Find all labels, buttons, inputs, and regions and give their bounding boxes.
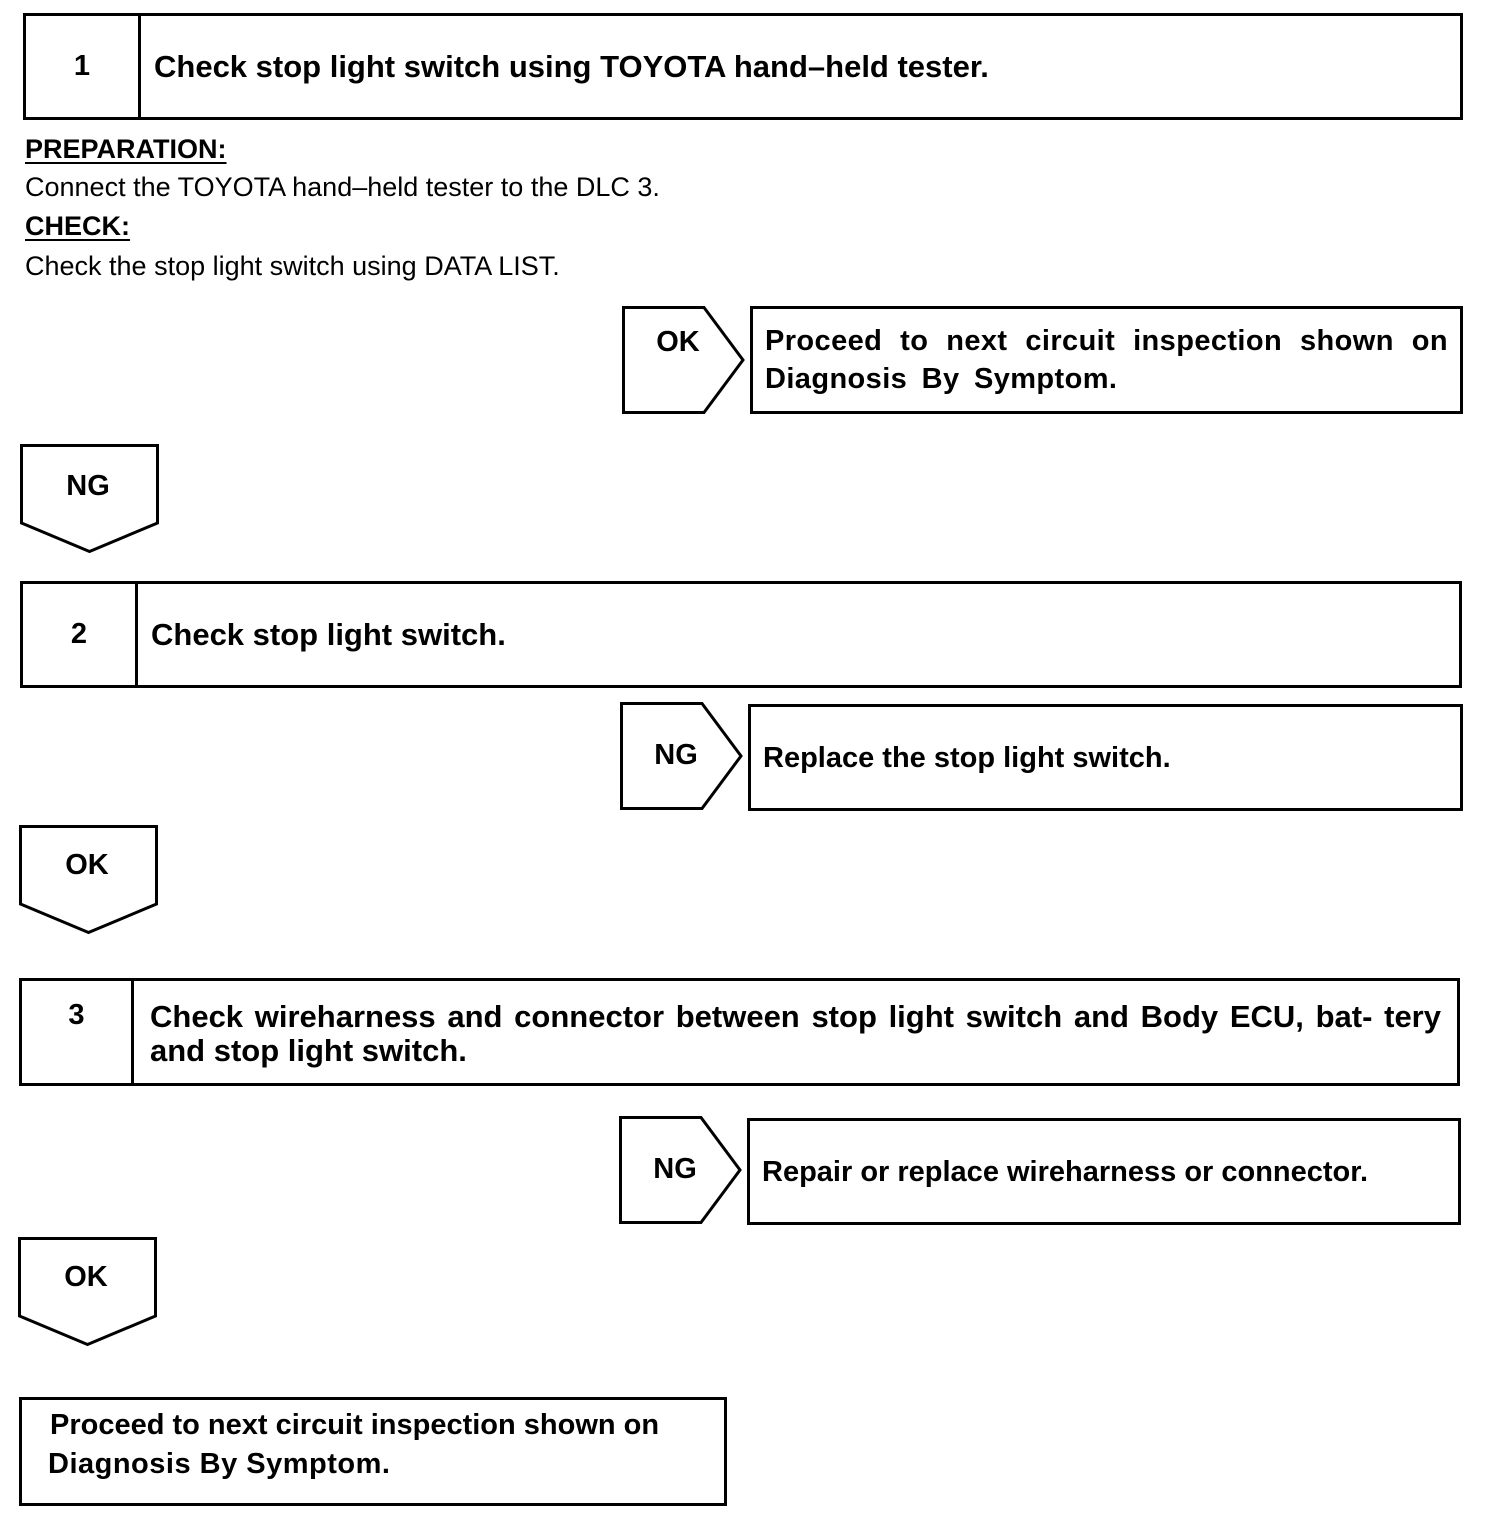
step-2-ng-result-text: Replace the stop light switch.	[763, 741, 1171, 774]
step-1-ng-label: NG	[66, 470, 110, 502]
step-1-number: 1	[26, 16, 141, 117]
step-3-ng-result-text: Repair or replace wireharness or connector.	[762, 1155, 1369, 1188]
step-2-ng-label: NG	[654, 739, 698, 771]
step-3-title: Check wireharness and connector between stop light switch and Body ECU, bat- tery and stop light switch.	[150, 999, 1441, 1068]
step-3-number: 3	[22, 981, 134, 1083]
step-3-box	[19, 978, 1460, 1086]
step-1-title: Check stop light switch using TOYOTA hand–held tester.	[154, 48, 989, 84]
step-2-ok-label: OK	[65, 849, 109, 881]
preparation-text: Connect the TOYOTA hand–held tester to the DLC 3.	[25, 172, 660, 202]
step-1-ok-result-box	[750, 306, 1463, 414]
step-1-ok-arrow-icon	[622, 306, 746, 414]
final-result-box	[19, 1397, 727, 1506]
step-3-ng-label: NG	[653, 1153, 697, 1185]
step-1-ok-result-text: Proceed to next circuit inspection shown on Diagnosis By Symptom.	[765, 325, 1448, 395]
final-result-line-1: Proceed to next circuit inspection shown on	[50, 1409, 660, 1441]
step-2-number: 2	[23, 584, 138, 685]
final-result-line-2: Diagnosis By Symptom.	[48, 1448, 391, 1480]
check-text: Check the stop light switch using DATA LIST.	[25, 251, 560, 281]
step-2-title: Check stop light switch.	[151, 616, 506, 652]
step-1-box	[23, 13, 1463, 120]
preparation-label: PREPARATION:	[25, 134, 227, 164]
step-1-ok-label: OK	[656, 326, 700, 358]
step-2-ng-result-box	[748, 704, 1463, 811]
check-label: CHECK:	[25, 211, 130, 241]
step-3-ok-label: OK	[64, 1261, 108, 1293]
step-2-box	[20, 581, 1462, 688]
step-3-ng-result-box	[747, 1118, 1461, 1225]
